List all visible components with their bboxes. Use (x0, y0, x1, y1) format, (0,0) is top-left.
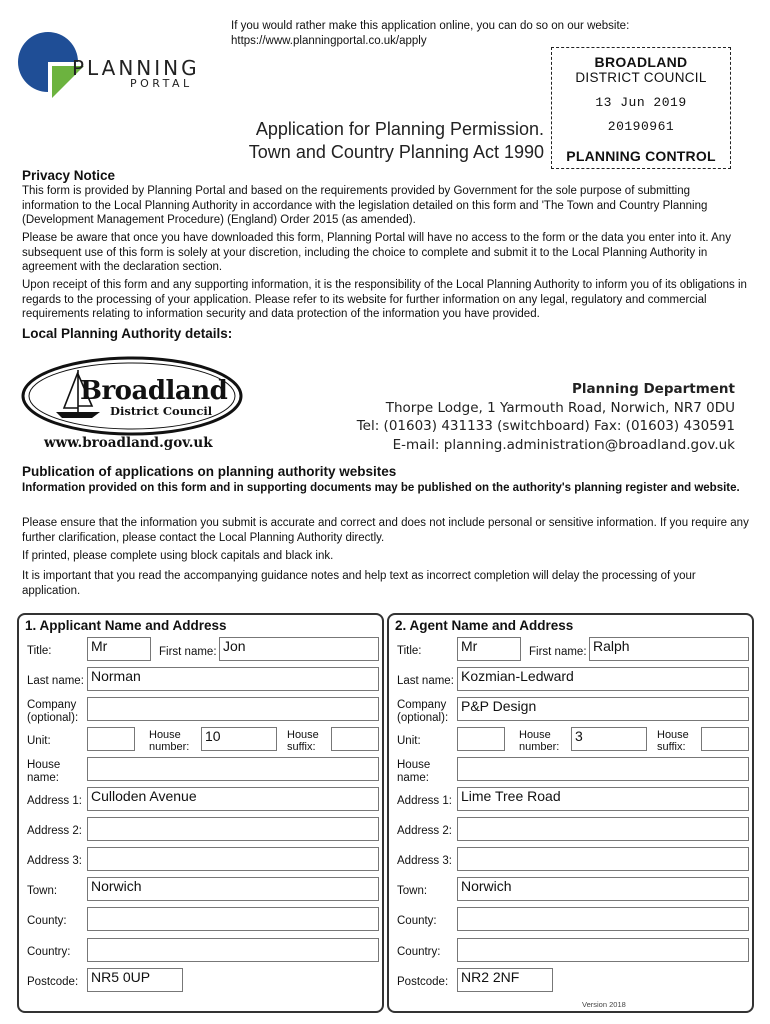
applicant-address3-label: Address 3: (27, 855, 82, 867)
applicant-country-label: Country: (27, 946, 71, 958)
department-email[interactable]: E-mail: planning.administration@broadland.gov.uk (392, 436, 735, 453)
house-number-label-line-1: House (519, 729, 551, 741)
agent-address3-field[interactable] (457, 847, 749, 871)
applicant-company-field[interactable] (87, 697, 379, 721)
agent-house-name-label (397, 759, 430, 784)
company-label-line-1: Company (27, 699, 77, 711)
agent-county-field[interactable] (457, 907, 749, 931)
applicant-house-name-label (27, 759, 60, 784)
publication-paragraph-2: If printed, please complete using block capitals and black ink. (22, 550, 334, 562)
privacy-heading: Privacy Notice (22, 168, 116, 183)
applicant-first-name-label: First name: (159, 646, 217, 658)
stamp-district: DISTRICT COUNCIL (575, 70, 707, 85)
agent-title-field[interactable]: Mr (457, 637, 521, 661)
applicant-last-name-field[interactable]: Norman (87, 667, 379, 691)
applicant-house-number-field[interactable]: 10 (201, 727, 277, 751)
applicant-house-name-field[interactable] (87, 757, 379, 781)
applicant-last-name-label: Last name: (27, 675, 84, 687)
agent-house-name-field[interactable] (457, 757, 749, 781)
stamp-date: 13 Jun 2019 (595, 95, 687, 110)
company-label-line-2: (optional): (397, 711, 449, 724)
applicant-house-number-label (149, 729, 189, 753)
agent-postcode-label: Postcode: (397, 976, 449, 988)
company-label-line-1: Company (397, 699, 447, 711)
applicant-heading: 1. Applicant Name and Address (25, 618, 227, 633)
planning-portal-logo (18, 22, 208, 102)
agent-address3-label: Address 3: (397, 855, 452, 867)
received-stamp (551, 47, 731, 169)
agent-first-name-label: First name: (529, 646, 587, 658)
agent-address1-label: Address 1: (397, 795, 452, 807)
applicant-address1-field[interactable]: Culloden Avenue (87, 787, 379, 811)
agent-company-label (397, 699, 448, 724)
applicant-unit-label: Unit: (27, 735, 51, 747)
house-name-label-line-1: House (397, 759, 431, 771)
agent-address2-field[interactable] (457, 817, 749, 841)
applicant-unit-field[interactable] (87, 727, 135, 751)
form-title (214, 118, 544, 164)
publication-heading: Publication of applications on planning authority websites (22, 464, 397, 479)
house-number-label-line-2: number: (519, 741, 560, 753)
planning-department-contact (357, 380, 735, 454)
house-name-label-line-2: name: (397, 771, 429, 784)
agent-town-field[interactable]: Norwich (457, 877, 749, 901)
publication-paragraph-3: It is important that you read the accompanying guidance notes and help text as incorrect completion will delay the processing of your application. (22, 570, 696, 597)
form-title-line-1: Application for Planning Permission. (255, 119, 544, 139)
agent-title-label: Title: (397, 645, 422, 657)
brand-line-1: PLANNING (72, 56, 200, 80)
company-label-line-2: (optional): (27, 711, 79, 724)
stamp-reference: 20190961 (607, 119, 675, 134)
agent-address2-label: Address 2: (397, 825, 452, 837)
publication-paragraph-1: Please ensure that the information you submit is accurate and correct and does not include personal or sensitive information. If you require any further clarification, please contact the Local Planning Authority directly. (22, 517, 749, 544)
broadland-website[interactable]: www.broadland.gov.uk (44, 435, 213, 451)
broadland-logo-name: Broadland (80, 376, 228, 406)
publication-notice: Information provided on this form and in supporting documents may be published on the authority's planning register and website. (22, 482, 740, 494)
form-title-line-2: Town and Country Planning Act 1990 (248, 142, 544, 162)
house-number-label-line-1: House (149, 729, 181, 741)
agent-address1-field[interactable]: Lime Tree Road (457, 787, 749, 811)
agent-house-suffix-field[interactable] (701, 727, 749, 751)
agent-panel (387, 613, 754, 1013)
lpa-heading: Local Planning Authority details: (22, 326, 233, 341)
applicant-address2-field[interactable] (87, 817, 379, 841)
agent-postcode-field[interactable]: NR2 2NF (457, 968, 553, 992)
applicant-county-field[interactable] (87, 907, 379, 931)
brand-line-2: PORTAL (130, 77, 193, 90)
agent-last-name-field[interactable]: Kozmian-Ledward (457, 667, 749, 691)
agent-unit-label: Unit: (397, 735, 421, 747)
agent-last-name-label: Last name: (397, 675, 454, 687)
agent-county-label: County: (397, 915, 437, 927)
house-name-label-line-2: name: (27, 771, 59, 784)
applicant-postcode-label: Postcode: (27, 976, 79, 988)
applicant-title-field[interactable]: Mr (87, 637, 151, 661)
agent-unit-field[interactable] (457, 727, 505, 751)
department-title: Planning Department (572, 381, 735, 397)
online-text: If you would rather make this application online, you can do so on our website: (231, 20, 630, 32)
applicant-country-field[interactable] (87, 938, 379, 962)
agent-heading: 2. Agent Name and Address (395, 618, 574, 633)
applicant-house-suffix-label (287, 729, 319, 753)
applicant-title-label: Title: (27, 645, 52, 657)
applicant-postcode-field[interactable]: NR5 0UP (87, 968, 183, 992)
agent-house-number-field[interactable]: 3 (571, 727, 647, 751)
agent-country-label: Country: (397, 946, 441, 958)
privacy-paragraph-3: Upon receipt of this form and any supporting information, it is the responsibility of the Local Planning Authority to inform you of its obligations in regards to the processing of your application. Please refer to its website for further information on any legal, regulatory and commercial requirements relating to information security and data protection of the information you have provided. (22, 279, 747, 320)
broadland-logo-subtitle: District Council (110, 404, 213, 418)
privacy-paragraph-2: Please be aware that once you have downloaded this form, Planning Portal will have no access to the form or the data you enter into it. Any subsequent use of this form is solely at your discretion, including the choice to complete and submit it to the Local Planning Authority in agreement with the declaration section. (22, 232, 731, 273)
applicant-company-label (27, 699, 78, 724)
privacy-paragraph-1: This form is provided by Planning Portal and based on the requirements provided by Government for the sole purpose of submitting information to the Local Planning Authority in accordance with the legislation detailed on this form and 'The Town and Country Planning (Development Management Procedure) (England) Order 2015 (as amended). (22, 185, 708, 226)
department-phone: Tel: (01603) 431133 (switchboard) Fax: (01603) 430591 (356, 418, 735, 434)
applicant-town-label: Town: (27, 885, 58, 897)
agent-first-name-field[interactable]: Ralph (589, 637, 749, 661)
house-name-label-line-1: House (27, 759, 61, 771)
agent-country-field[interactable] (457, 938, 749, 962)
applicant-first-name-field[interactable]: Jon (219, 637, 379, 661)
online-url[interactable]: https://www.planningportal.co.uk/apply (231, 35, 427, 47)
broadland-logo (20, 356, 244, 438)
applicant-house-suffix-field[interactable] (331, 727, 379, 751)
stamp-council: BROADLAND (594, 54, 688, 70)
house-suffix-label-line-1: House (287, 729, 319, 741)
department-address: Thorpe Lodge, 1 Yarmouth Road, Norwich, NR7 0DU (385, 399, 735, 416)
agent-company-field[interactable]: P&P Design (457, 697, 749, 721)
agent-town-label: Town: (397, 885, 428, 897)
applicant-county-label: County: (27, 915, 67, 927)
applicant-town-field[interactable]: Norwich (87, 877, 379, 901)
applicant-address1-label: Address 1: (27, 795, 82, 807)
agent-house-number-label (519, 729, 559, 753)
house-suffix-label-line-1: House (657, 729, 689, 741)
applicant-address2-label: Address 2: (27, 825, 82, 837)
applicant-panel (17, 613, 384, 1013)
house-suffix-label-line-2: suffix: (657, 741, 686, 753)
house-number-label-line-2: number: (149, 741, 190, 753)
agent-house-suffix-label (657, 729, 689, 753)
online-application-note (231, 19, 671, 49)
stamp-department: PLANNING CONTROL (566, 148, 716, 164)
house-suffix-label-line-2: suffix: (287, 741, 316, 753)
form-version: Version 2018 (582, 1000, 626, 1009)
applicant-address3-field[interactable] (87, 847, 379, 871)
